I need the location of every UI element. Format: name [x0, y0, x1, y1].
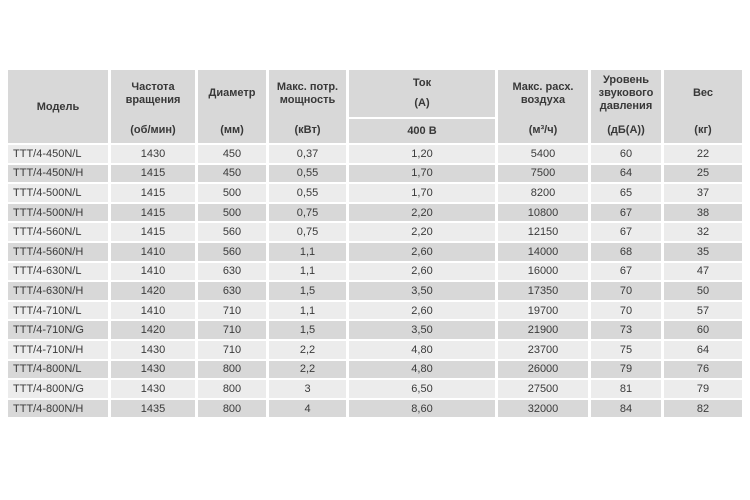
cell-current: 1,70	[349, 184, 495, 202]
cell-rpm: 1415	[111, 204, 195, 222]
table-row	[8, 145, 742, 163]
cell-weight: 76	[664, 361, 742, 379]
cell-weight: 47	[664, 263, 742, 281]
cell-airflow: 19700	[498, 302, 588, 320]
cell-noise: 60	[591, 145, 661, 163]
cell-rpm: 1435	[111, 400, 195, 418]
header-label-power: Макс. потр. мощность	[276, 80, 339, 106]
cell-diameter: 500	[198, 204, 266, 222]
header-label-weight: Вес	[692, 87, 714, 99]
header-cell-diameter	[198, 70, 266, 143]
table-row	[8, 165, 742, 183]
header-unit-power: (кВт)	[294, 124, 321, 136]
header-label-model: Модель	[36, 100, 80, 113]
header-cell-model	[8, 70, 108, 143]
cell-noise: 67	[591, 263, 661, 281]
cell-airflow: 12150	[498, 223, 588, 241]
cell-model: ТТТ/4-710N/H	[8, 341, 108, 359]
header-cell-rpm	[111, 70, 195, 143]
header-unit-weight: (кг)	[694, 124, 712, 136]
cell-model: ТТТ/4-800N/G	[8, 380, 108, 398]
cell-power: 1,5	[269, 321, 346, 339]
table-row	[8, 243, 742, 261]
cell-airflow: 10800	[498, 204, 588, 222]
cell-rpm: 1430	[111, 145, 195, 163]
cell-current: 3,50	[349, 282, 495, 300]
table-row	[8, 184, 742, 202]
cell-power: 0,55	[269, 184, 346, 202]
cell-diameter: 450	[198, 145, 266, 163]
cell-weight: 57	[664, 302, 742, 320]
cell-power: 1,1	[269, 302, 346, 320]
cell-weight: 60	[664, 321, 742, 339]
table-row	[8, 223, 742, 241]
cell-power: 1,5	[269, 282, 346, 300]
header-unit-noise: (дБ(А))	[607, 124, 645, 136]
cell-rpm: 1415	[111, 165, 195, 183]
cell-weight: 35	[664, 243, 742, 261]
cell-model: ТТТ/4-630N/H	[8, 282, 108, 300]
cell-weight: 22	[664, 145, 742, 163]
cell-current: 2,20	[349, 204, 495, 222]
cell-model: ТТТ/4-500N/L	[8, 184, 108, 202]
header-cell-airflow	[498, 70, 588, 143]
cell-rpm: 1415	[111, 223, 195, 241]
cell-noise: 68	[591, 243, 661, 261]
cell-power: 0,75	[269, 223, 346, 241]
cell-rpm: 1430	[111, 361, 195, 379]
header-unit-rpm: (об/мин)	[130, 124, 176, 136]
cell-diameter: 630	[198, 263, 266, 281]
table-header-row	[8, 70, 742, 143]
cell-diameter: 710	[198, 341, 266, 359]
table-row	[8, 282, 742, 300]
cell-noise: 81	[591, 380, 661, 398]
header-unit-airflow: (м³/ч)	[528, 124, 558, 136]
header-unit-diameter: (мм)	[220, 124, 244, 136]
cell-model: ТТТ/4-500N/H	[8, 204, 108, 222]
cell-noise: 70	[591, 302, 661, 320]
cell-current: 3,50	[349, 321, 495, 339]
header-cell-noise	[591, 70, 661, 143]
cell-airflow: 8200	[498, 184, 588, 202]
cell-weight: 79	[664, 380, 742, 398]
cell-noise: 67	[591, 223, 661, 241]
cell-model: ТТТ/4-710N/L	[8, 302, 108, 320]
cell-weight: 25	[664, 165, 742, 183]
cell-diameter: 800	[198, 361, 266, 379]
cell-current: 4,80	[349, 341, 495, 359]
cell-current: 2,60	[349, 263, 495, 281]
cell-power: 1,1	[269, 243, 346, 261]
table-row	[8, 341, 742, 359]
cell-current: 2,60	[349, 243, 495, 261]
cell-diameter: 710	[198, 302, 266, 320]
cell-noise: 79	[591, 361, 661, 379]
cell-power: 3	[269, 380, 346, 398]
header-label-airflow: Макс. расх. воздуха	[512, 80, 574, 106]
cell-noise: 75	[591, 341, 661, 359]
cell-diameter: 800	[198, 400, 266, 418]
header-label-current	[349, 70, 495, 117]
cell-noise: 70	[591, 282, 661, 300]
cell-model: ТТТ/4-630N/L	[8, 263, 108, 281]
table-row	[8, 361, 742, 379]
cell-weight: 64	[664, 341, 742, 359]
cell-rpm: 1420	[111, 321, 195, 339]
cell-model: ТТТ/4-450N/L	[8, 145, 108, 163]
cell-weight: 32	[664, 223, 742, 241]
cell-noise: 73	[591, 321, 661, 339]
cell-model: ТТТ/4-800N/L	[8, 361, 108, 379]
cell-airflow: 32000	[498, 400, 588, 418]
cell-power: 0,37	[269, 145, 346, 163]
cell-diameter: 450	[198, 165, 266, 183]
cell-airflow: 7500	[498, 165, 588, 183]
cell-diameter: 500	[198, 184, 266, 202]
cell-current: 6,50	[349, 380, 495, 398]
cell-weight: 50	[664, 282, 742, 300]
cell-diameter: 800	[198, 380, 266, 398]
cell-power: 4	[269, 400, 346, 418]
table-row	[8, 321, 742, 339]
cell-current: 1,70	[349, 165, 495, 183]
cell-current: 2,60	[349, 302, 495, 320]
cell-rpm: 1410	[111, 243, 195, 261]
table-row	[8, 302, 742, 320]
table-row	[8, 380, 742, 398]
cell-rpm: 1430	[111, 380, 195, 398]
cell-airflow: 27500	[498, 380, 588, 398]
cell-noise: 84	[591, 400, 661, 418]
cell-diameter: 560	[198, 243, 266, 261]
cell-rpm: 1430	[111, 341, 195, 359]
cell-noise: 65	[591, 184, 661, 202]
cell-model: ТТТ/4-450N/H	[8, 165, 108, 183]
cell-power: 1,1	[269, 263, 346, 281]
cell-model: ТТТ/4-560N/H	[8, 243, 108, 261]
cell-current: 2,20	[349, 223, 495, 241]
cell-airflow: 21900	[498, 321, 588, 339]
header-subrow-voltage: 400 В	[349, 117, 495, 143]
cell-model: ТТТ/4-710N/G	[8, 321, 108, 339]
cell-power: 2,2	[269, 341, 346, 359]
header-cell-power	[269, 70, 346, 143]
cell-airflow: 16000	[498, 263, 588, 281]
cell-airflow: 23700	[498, 341, 588, 359]
cell-weight: 37	[664, 184, 742, 202]
table-row	[8, 263, 742, 281]
header-cell-weight	[664, 70, 742, 143]
table-row	[8, 400, 742, 418]
cell-weight: 82	[664, 400, 742, 418]
cell-airflow: 5400	[498, 145, 588, 163]
cell-airflow: 14000	[498, 243, 588, 261]
cell-current: 1,20	[349, 145, 495, 163]
cell-diameter: 630	[198, 282, 266, 300]
header-label-current-title: Ток	[412, 77, 432, 89]
header-label-diameter: Диаметр	[208, 87, 256, 99]
cell-noise: 64	[591, 165, 661, 183]
cell-airflow: 17350	[498, 282, 588, 300]
cell-diameter: 710	[198, 321, 266, 339]
cell-rpm: 1410	[111, 302, 195, 320]
table-row	[8, 204, 742, 222]
cell-current: 4,80	[349, 361, 495, 379]
cell-model: ТТТ/4-560N/L	[8, 223, 108, 241]
cell-noise: 67	[591, 204, 661, 222]
cell-rpm: 1415	[111, 184, 195, 202]
cell-power: 0,75	[269, 204, 346, 222]
cell-power: 2,2	[269, 361, 346, 379]
header-cell-current	[349, 70, 495, 143]
cell-weight: 38	[664, 204, 742, 222]
cell-rpm: 1420	[111, 282, 195, 300]
cell-airflow: 26000	[498, 361, 588, 379]
header-label-noise: Уровень звукового давления	[598, 74, 654, 112]
header-label-current-unit-a: (А)	[414, 97, 430, 109]
cell-model: ТТТ/4-800N/H	[8, 400, 108, 418]
cell-diameter: 560	[198, 223, 266, 241]
cell-current: 8,60	[349, 400, 495, 418]
cell-power: 0,55	[269, 165, 346, 183]
cell-rpm: 1410	[111, 263, 195, 281]
fan-spec-table	[8, 70, 742, 417]
table-body	[8, 145, 742, 417]
header-label-rpm: Частота вращения	[125, 80, 181, 106]
